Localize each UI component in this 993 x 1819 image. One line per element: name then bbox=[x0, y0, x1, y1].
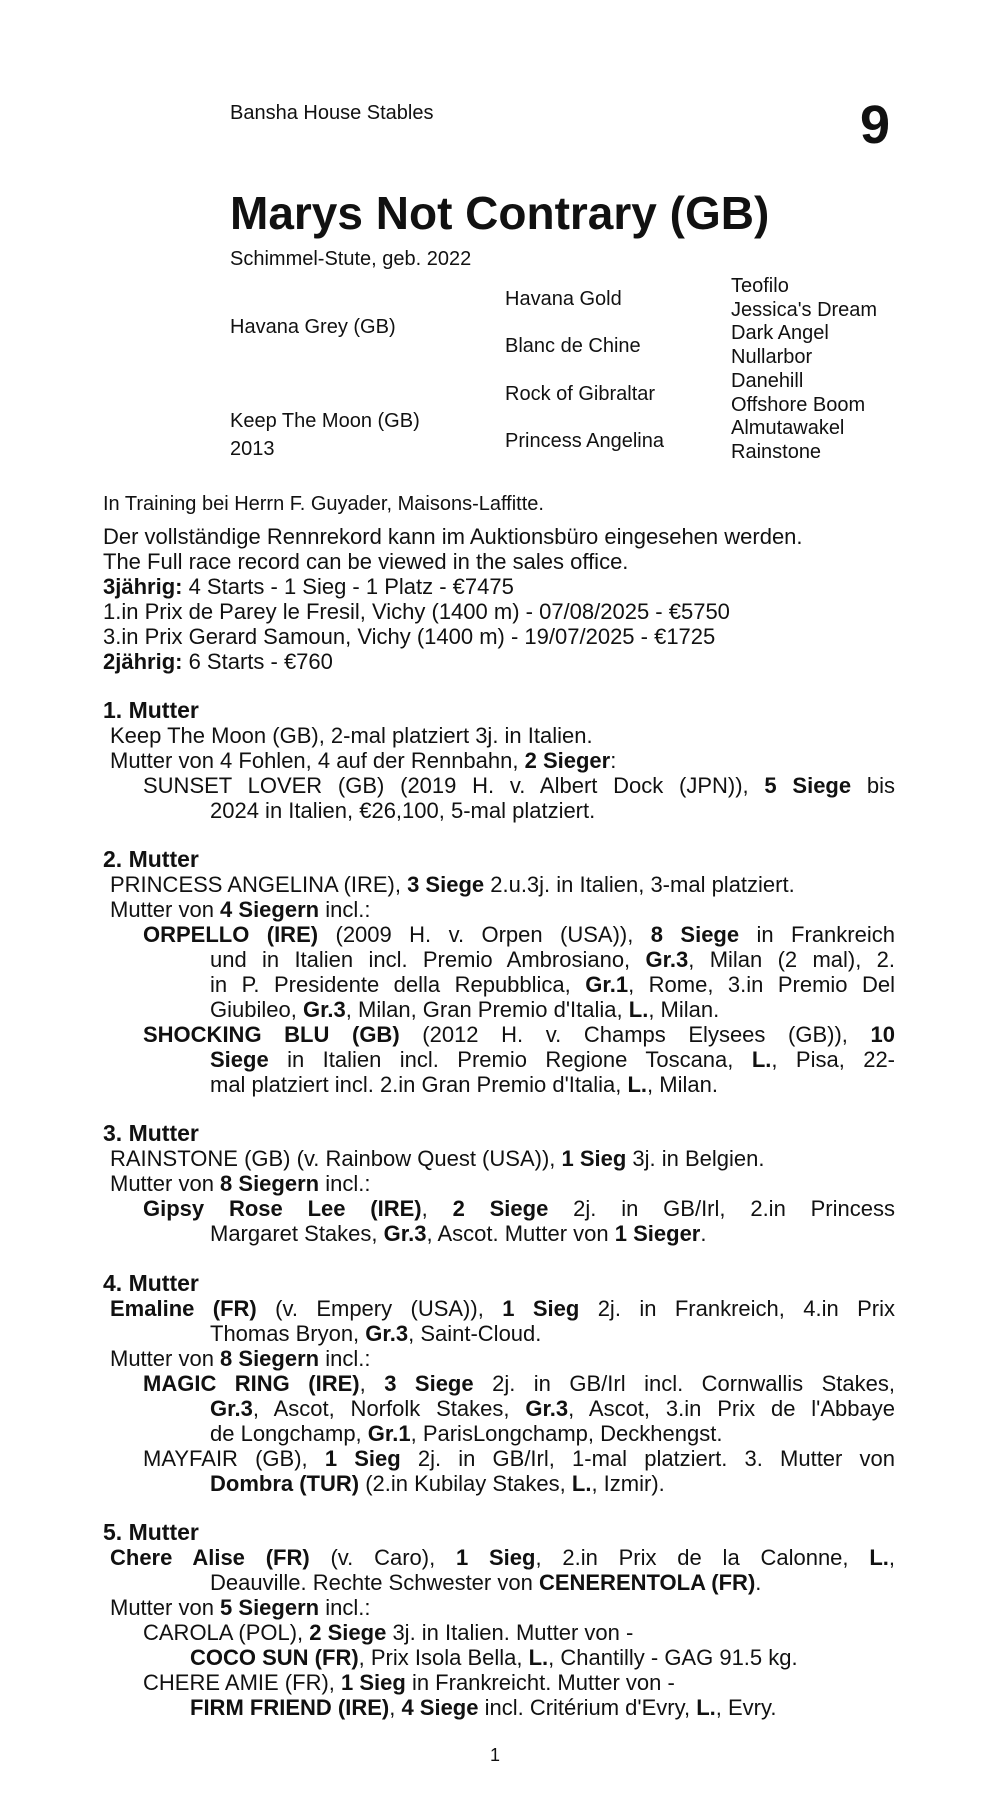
age2-summary: 2jährig: 6 Starts - €760 bbox=[103, 649, 333, 674]
dam4-line: MAYFAIR (GB), 1 Sieg 2j. in GB/Irl, 1-mal platziert. 3. Mutter von bbox=[143, 1446, 896, 1471]
dam4-line: Thomas Bryon, Gr.3, Saint-Cloud. bbox=[210, 1321, 542, 1346]
pedigree-grandparent: Rock of Gibraltar bbox=[505, 383, 656, 405]
pedigree-grandparent: Princess Angelina bbox=[505, 430, 664, 452]
dam2-line: SHOCKING BLU (GB) (2012 H. v. Champs Elysees (GB)), 10 bbox=[143, 1022, 895, 1047]
dam4-line: Emaline (FR) (v. Empery (USA)), 1 Sieg 2j. in Frankreich, 4.in Prix bbox=[110, 1296, 895, 1321]
lot-number: 9 bbox=[860, 95, 891, 155]
dam2-line: und in Italien incl. Premio Ambrosiano, Gr.3, Milan (2 mal), 2. bbox=[210, 947, 895, 972]
seller-name: Bansha House Stables bbox=[230, 102, 434, 124]
dam1-line: 2024 in Italien, €26,100, 5-mal platziert. bbox=[210, 798, 596, 823]
age3-summary: 3jährig: 4 Starts - 1 Sieg - 1 Platz - €7475 bbox=[103, 574, 514, 599]
dam2-line: PRINCESS ANGELINA (IRE), 3 Siege 2.u.3j. in Italien, 3-mal platziert. bbox=[110, 872, 795, 897]
dam1-section bbox=[110, 723, 895, 823]
training-info: In Training bei Herrn F. Guyader, Maisons-Laffitte. bbox=[103, 493, 544, 515]
pedigree-great-grandparent: Danehill bbox=[731, 370, 804, 392]
dam5-line: FIRM FRIEND (IRE), 4 Siege incl. Critérium d'Evry, L., Evry. bbox=[190, 1695, 777, 1720]
pedigree-dam-year: 2013 bbox=[230, 438, 275, 460]
pedigree-great-grandparent: Dark Angel bbox=[731, 322, 829, 344]
horse-description: Schimmel-Stute, geb. 2022 bbox=[230, 248, 472, 270]
dam5-line: CAROLA (POL), 2 Siege 3j. in Italien. Mutter von - bbox=[143, 1620, 634, 1645]
age3-race-1: 1.in Prix de Parey le Fresil, Vichy (1400 m) - 07/08/2025 - €5750 bbox=[103, 599, 730, 624]
dam3-line: Margaret Stakes, Gr.3, Ascot. Mutter von 1 Sieger. bbox=[210, 1221, 707, 1246]
pedigree-grandparent: Blanc de Chine bbox=[505, 335, 641, 357]
dam2-line: Siege in Italien incl. Premio Regione Toscana, L., Pisa, 22- bbox=[210, 1047, 896, 1072]
pedigree-great-grandparent: Offshore Boom bbox=[731, 394, 866, 416]
pedigree-great-grandparent: Almutawakel bbox=[731, 417, 845, 439]
horse-name: Marys Not Contrary (GB) bbox=[230, 187, 770, 239]
dam1-heading: 1. Mutter bbox=[103, 697, 199, 723]
dam3-line: Mutter von 8 Siegern incl.: bbox=[110, 1171, 371, 1196]
pedigree-great-grandparent: Rainstone bbox=[731, 441, 822, 463]
race-record-note-de: Der vollständige Rennrekord kann im Auktionsbüro eingesehen werden. bbox=[103, 524, 803, 549]
dam1-line: Keep The Moon (GB), 2-mal platziert 3j. in Italien. bbox=[110, 723, 593, 748]
race-record bbox=[103, 524, 895, 674]
dam4-line: Mutter von 8 Siegern incl.: bbox=[110, 1346, 371, 1371]
dam4-line: de Longchamp, Gr.1, ParisLongchamp, Deckhengst. bbox=[210, 1421, 723, 1446]
pedigree-grandparent: Havana Gold bbox=[505, 288, 622, 310]
dam4-line: Gr.3, Ascot, Norfolk Stakes, Gr.3, Ascot, 3.in Prix de l'Abbaye bbox=[210, 1396, 895, 1421]
pedigree-great-grandparent: Nullarbor bbox=[731, 346, 813, 368]
dam2-section bbox=[110, 872, 895, 1097]
dam4-line: Dombra (TUR) (2.in Kubilay Stakes, L., Izmir). bbox=[210, 1471, 665, 1496]
dam5-line: COCO SUN (FR), Prix Isola Bella, L., Chantilly - GAG 91.5 kg. bbox=[190, 1645, 798, 1670]
dam2-line: ORPELLO (IRE) (2009 H. v. Orpen (USA)), 8 Siege in Frankreich bbox=[143, 922, 895, 947]
dam1-line: Mutter von 4 Fohlen, 4 auf der Rennbahn, 2 Sieger: bbox=[110, 748, 617, 773]
dam2-line: mal platziert incl. 2.in Gran Premio d'Italia, L., Milan. bbox=[210, 1072, 718, 1097]
dam5-line: Deauville. Rechte Schwester von CENERENTOLA (FR). bbox=[210, 1570, 762, 1595]
dam5-heading: 5. Mutter bbox=[103, 1519, 199, 1545]
dam3-line: Gipsy Rose Lee (IRE), 2 Siege 2j. in GB/Irl, 2.in Princess bbox=[143, 1196, 895, 1221]
dam5-line: Chere Alise (FR) (v. Caro), 1 Sieg, 2.in Prix de la Calonne, L., bbox=[110, 1545, 896, 1570]
dam4-heading: 4. Mutter bbox=[103, 1270, 199, 1296]
dam4-line: MAGIC RING (IRE), 3 Siege 2j. in GB/Irl incl. Cornwallis Stakes, bbox=[143, 1371, 895, 1396]
dam5-section bbox=[110, 1545, 895, 1720]
age3-race-2: 3.in Prix Gerard Samoun, Vichy (1400 m) - 19/07/2025 - €1725 bbox=[103, 624, 716, 649]
dam5-line: CHERE AMIE (FR), 1 Sieg in Frankreicht. Mutter von - bbox=[143, 1670, 675, 1695]
dam1-line: SUNSET LOVER (GB) (2019 H. v. Albert Dock (JPN)), 5 Siege bis bbox=[143, 773, 895, 798]
race-record-note-en: The Full race record can be viewed in the sales office. bbox=[103, 549, 629, 574]
pedigree-dam: Keep The Moon (GB) bbox=[230, 410, 420, 432]
pedigree-great-grandparent: Teofilo bbox=[731, 275, 789, 297]
dam3-heading: 3. Mutter bbox=[103, 1120, 199, 1146]
page-number: 1 bbox=[490, 1745, 501, 1765]
dam2-line: Giubileo, Gr.3, Milan, Gran Premio d'Italia, L., Milan. bbox=[210, 997, 720, 1022]
dam2-heading: 2. Mutter bbox=[103, 846, 199, 872]
pedigree-sire: Havana Grey (GB) bbox=[230, 316, 396, 338]
dam4-section bbox=[110, 1296, 895, 1496]
pedigree-great-grandparent: Jessica's Dream bbox=[731, 299, 878, 321]
dam3-section bbox=[110, 1146, 895, 1246]
dam2-line: Mutter von 4 Siegern incl.: bbox=[110, 897, 371, 922]
dam3-line: RAINSTONE (GB) (v. Rainbow Quest (USA)), 1 Sieg 3j. in Belgien. bbox=[110, 1146, 765, 1171]
dam5-line: Mutter von 5 Siegern incl.: bbox=[110, 1595, 371, 1620]
dam2-line: in P. Presidente della Repubblica, Gr.1, Rome, 3.in Premio Del bbox=[210, 972, 895, 997]
